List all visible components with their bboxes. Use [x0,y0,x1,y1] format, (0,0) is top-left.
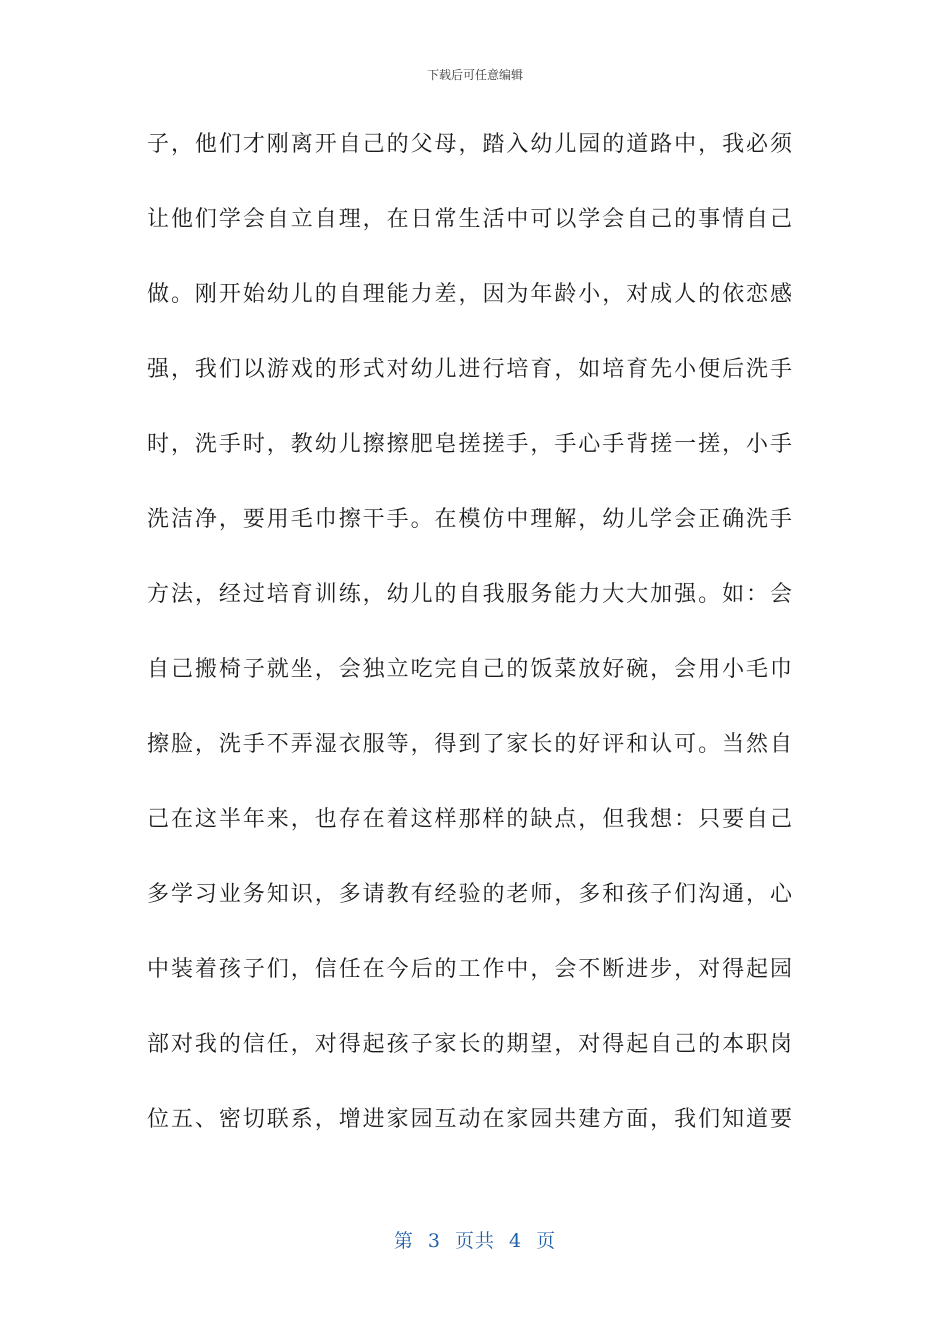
body-line: 擦脸，洗手不弄湿衣服等，得到了家长的好评和认可。当然自 [147,732,792,757]
footer-middle: 页共 [454,1230,495,1252]
page-number-footer [0,1226,950,1253]
body-line: 子，他们才刚离开自己的父母，踏入幼儿园的道路中，我必须 [147,132,792,157]
body-line: 部对我的信任，对得起孩子家长的期望，对得起自己的本职岗 [147,1032,792,1057]
body-line: 洗洁净，要用毛巾擦干手。在模仿中理解，幼儿学会正确洗手 [147,507,792,532]
body-line: 位五、密切联系，增进家园互动在家园共建方面，我们知道要 [147,1107,792,1132]
body-line: 自己搬椅子就坐，会独立吃完自己的饭菜放好碗，会用小毛巾 [147,657,792,682]
body-line: 强，我们以游戏的形式对幼儿进行培育，如培育先小便后洗手 [147,357,792,382]
footer-prefix: 第 [393,1230,414,1252]
body-line: 方法，经过培育训练，幼儿的自我服务能力大大加强。如：会 [147,582,792,607]
total-page-number: 4 [509,1230,523,1252]
body-line: 做。刚开始幼儿的自理能力差，因为年龄小，对成人的依恋感 [147,282,792,307]
footer-suffix: 页 [536,1230,557,1252]
page-header: 下载后可任意编辑 [426,68,523,82]
body-line: 时，洗手时，教幼儿擦擦肥皂搓搓手，手心手背搓一搓，小手 [147,432,792,457]
body-line: 让他们学会自立自理，在日常生活中可以学会自己的事情自己 [147,207,792,232]
body-line: 中装着孩子们，信任在今后的工作中，会不断进步，对得起园 [147,957,792,982]
document-body [147,124,792,1174]
body-line: 多学习业务知识，多请教有经验的老师，多和孩子们沟通，心 [147,882,792,907]
body-line: 己在这半年来，也存在着这样那样的缺点，但我想：只要自己 [147,807,792,832]
current-page-number: 3 [427,1230,441,1252]
